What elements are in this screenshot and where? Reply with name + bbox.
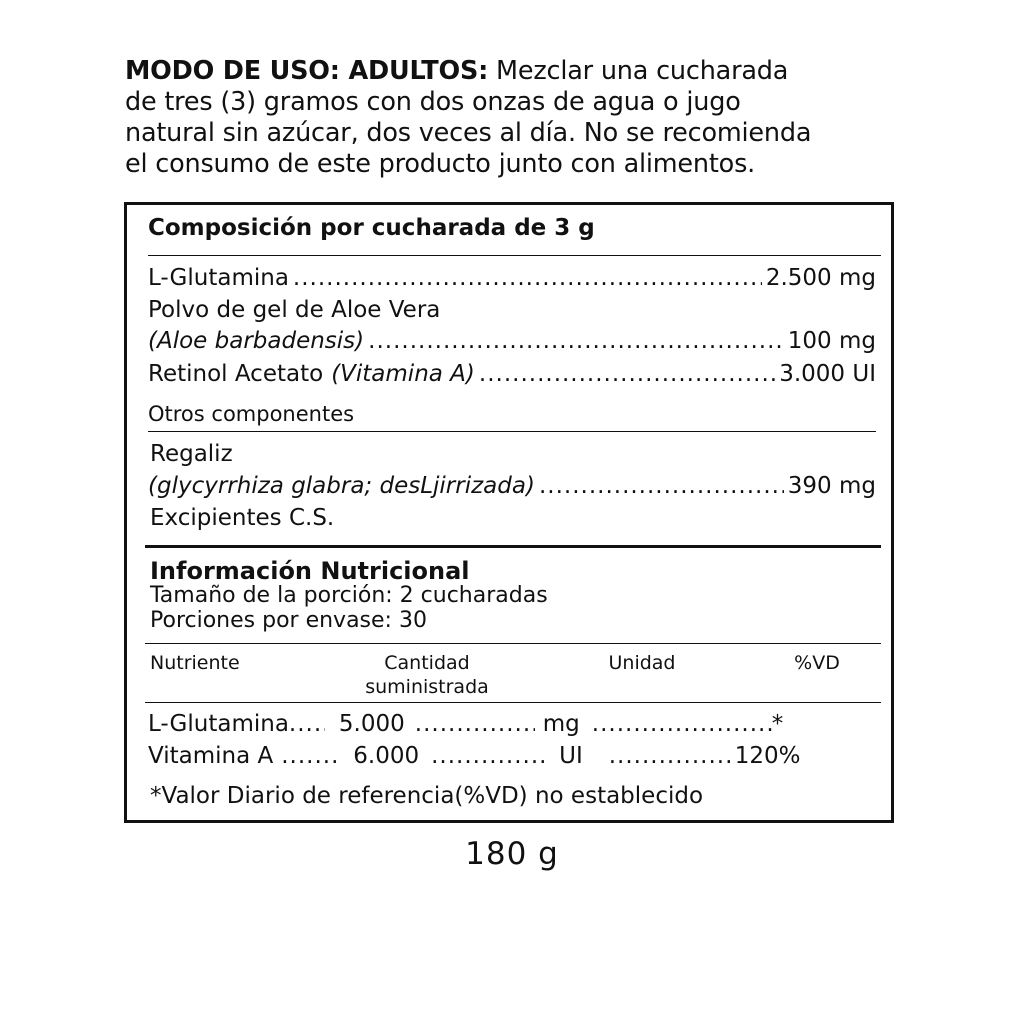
- col-nutrient: Nutriente: [150, 652, 240, 674]
- composition-panel: [124, 202, 894, 823]
- composition-item-aloe-detail: [148, 328, 876, 354]
- others-item-excipients: Excipientes C.S.: [150, 505, 335, 531]
- nutrition-title: Información Nutricional: [150, 557, 470, 585]
- usage-line-2: de tres (3) gramos con dos onzas de agua o jugo: [125, 87, 741, 117]
- nutrient-name: Vitamina A: [148, 743, 274, 769]
- nutrient-dv: *: [771, 711, 784, 737]
- item-name: L-Glutamina: [148, 265, 289, 291]
- item-amount: 100 mg: [787, 328, 876, 354]
- item-scientific-name: (glycyrrhiza glabra; desLjirrizada): [148, 473, 535, 499]
- others-item-licorice-detail: [148, 473, 876, 499]
- nutrient-unit: mg: [542, 711, 580, 737]
- leader-dots: [431, 743, 549, 769]
- composition-item-glutamine: [148, 265, 876, 291]
- nutrient-row-glutamine: [148, 711, 783, 737]
- usage-line-4: el consumo de este producto junto con alimentos.: [125, 149, 756, 179]
- usage-text-1: Mezclar una cucharada: [496, 56, 789, 86]
- leader-dots: [293, 265, 762, 291]
- nutrient-row-vitamin-a: [148, 743, 801, 769]
- others-divider: [148, 431, 876, 432]
- usage-instructions: [125, 56, 905, 180]
- composition-item-aloe: Polvo de gel de Aloe Vera: [148, 297, 441, 323]
- composition-item-retinol: [148, 361, 876, 387]
- leader-dots: [479, 361, 775, 387]
- dv-footnote: *Valor Diario de referencia(%VD) no establecido: [150, 783, 704, 809]
- composition-divider: [148, 255, 881, 256]
- col-quantity-line1: Cantidad: [384, 652, 470, 674]
- nutrient-unit: UI: [559, 743, 583, 769]
- col-dv: %VD: [794, 652, 840, 674]
- nutrient-quantity: 6.000: [353, 743, 420, 769]
- col-quantity: [337, 651, 517, 699]
- nutrient-name: L-Glutamina: [148, 711, 289, 737]
- col-quantity-line2: suministrada: [365, 676, 489, 698]
- serving-size: Tamaño de la porción: 2 cucharadas: [150, 583, 548, 608]
- item-scientific-name: (Aloe barbadensis): [148, 328, 365, 354]
- item-name: Retinol Acetato: [148, 361, 324, 387]
- servings-per-container: Porciones por envase: 30: [150, 608, 427, 633]
- leader-dots: [289, 711, 325, 737]
- leader-dots: [368, 328, 784, 354]
- nutrient-dv: 120%: [734, 743, 801, 769]
- usage-line-1: [125, 56, 905, 87]
- item-amount: 3.000 UI: [779, 361, 876, 387]
- usage-line-3: natural sin azúcar, dos veces al día. No se recomienda: [125, 118, 812, 148]
- usage-label: MODO DE USO: ADULTOS:: [125, 56, 489, 86]
- nutrient-quantity: 5.000: [338, 711, 405, 737]
- item-amount: 390 mg: [787, 473, 876, 499]
- item-qualifier: (Vitamina A): [331, 361, 475, 387]
- nutrition-divider-header: [145, 643, 881, 644]
- composition-title: Composición por cucharada de 3 g: [148, 215, 595, 241]
- nutrition-divider-top: [145, 545, 881, 548]
- col-unit: Unidad: [608, 652, 676, 674]
- nutrition-divider-rows: [145, 702, 881, 703]
- leader-dots: [539, 473, 784, 499]
- leader-dots: [592, 711, 772, 737]
- others-title: Otros componentes: [148, 402, 355, 426]
- leader-dots: [609, 743, 735, 769]
- item-amount: 2.500 mg: [765, 265, 876, 291]
- others-item-licorice: Regaliz: [150, 441, 233, 467]
- leader-dots: [281, 743, 337, 769]
- leader-dots: [415, 711, 535, 737]
- net-weight: 180 g: [465, 836, 559, 872]
